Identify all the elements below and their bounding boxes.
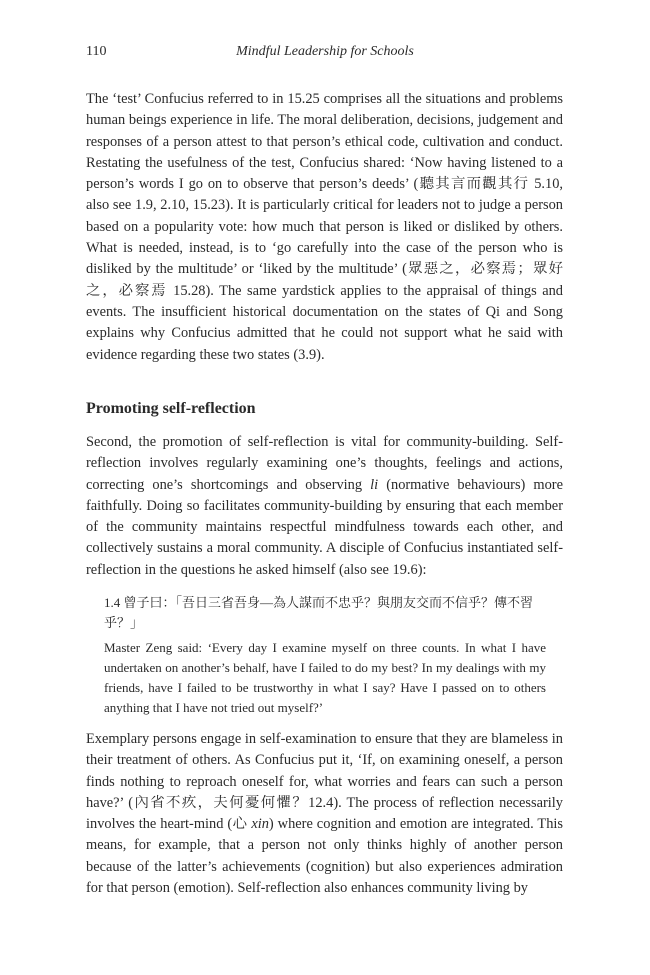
paragraph-2-text-a: Second, the promotion of self-reflection is vital for community-building. Self-reflection involves regularly examining one’s thoughts, feelings and actions, correcting one’s shortcomings and observing xyxy=(86,434,563,493)
paragraph-3-text-b: ) where cognition and emotion are integrated. This means, for example, that a person not only thinks highly of another person because of the latter’s achievements (cognition) but also experiences admiration for that person (emotion). Self-reflection also enhances community living by xyxy=(86,816,563,897)
block-quote-chinese: 1.4 曾子曰：「吾日三省吾身—為人謀而不忠乎？與朋友交而不信乎？傳不習乎？」 xyxy=(104,595,534,630)
running-title: Mindful Leadership for Schools xyxy=(236,44,414,59)
paragraph-2-text-b: (normative behaviours) more faithfully. Doing so facilitates community-building by ensuring that each member of the community maintains respectful mindfulness towards each other, and collectively sustains a moral community. A disciple of Confucius instantiated self-reflection in the questions he asked himself (also see 19.6): xyxy=(86,476,563,578)
term-li: li xyxy=(370,476,379,493)
term-xin: xin xyxy=(251,816,269,833)
page-header xyxy=(86,44,564,64)
paragraph-3 xyxy=(86,729,563,899)
page-number: 110 xyxy=(86,44,107,59)
section-heading: Promoting self-reflection xyxy=(86,400,256,417)
paragraph-3-text-a: Exemplary persons engage in self-examination to ensure that they are blameless in their treatment of others. As Confucius put it, ‘If, on examining oneself, a person finds nothing to reproach oneself for, what worries and fears can such a person have?’ (內省不疚，夫何憂何懼？12.4). The process of reflection necessarily involves the heart-mind (心 xyxy=(86,731,563,833)
paragraph-1: The ‘test’ Confucius referred to in 15.25 comprises all the situations and problems human beings experience in life. The moral deliberation, decisions, judgement and responses of a person attest to that person’s ethical code, cultivation and conduct. Restating the usefulness of the test, Confucius shared: ‘Now having listened to a person’s words I go on to observe that person’s deeds’ (聽其言而觀其行 5.10, also see 1.9, 2.10, 15.23). It is particularly critical for leaders not to judge a person based on a popularity vote: how much that person is liked or disliked by others. What is needed, instead, is to ‘go carefully into the case of the person who is disliked by the multitude’ or ‘liked by the multitude’ (眾惡之，必察焉；眾好之，必察焉 15.28). The same yardstick applies to the appraisal of things and events. The insufficient historical documentation on the states of Qi and Song explains why Confucius admitted that he could not support what he said with evidence regarding these two states (3.9). xyxy=(86,91,563,363)
paragraph-2 xyxy=(86,432,563,581)
block-quote-english: Master Zeng said: ‘Every day I examine myself on three counts. In what I have undertaken on another’s behalf, have I failed to do my best? In my dealings with my friends, have I failed to be trustworthy in what I say? Have I passed on to others anything that I have not tried out myself?’ xyxy=(104,640,546,715)
